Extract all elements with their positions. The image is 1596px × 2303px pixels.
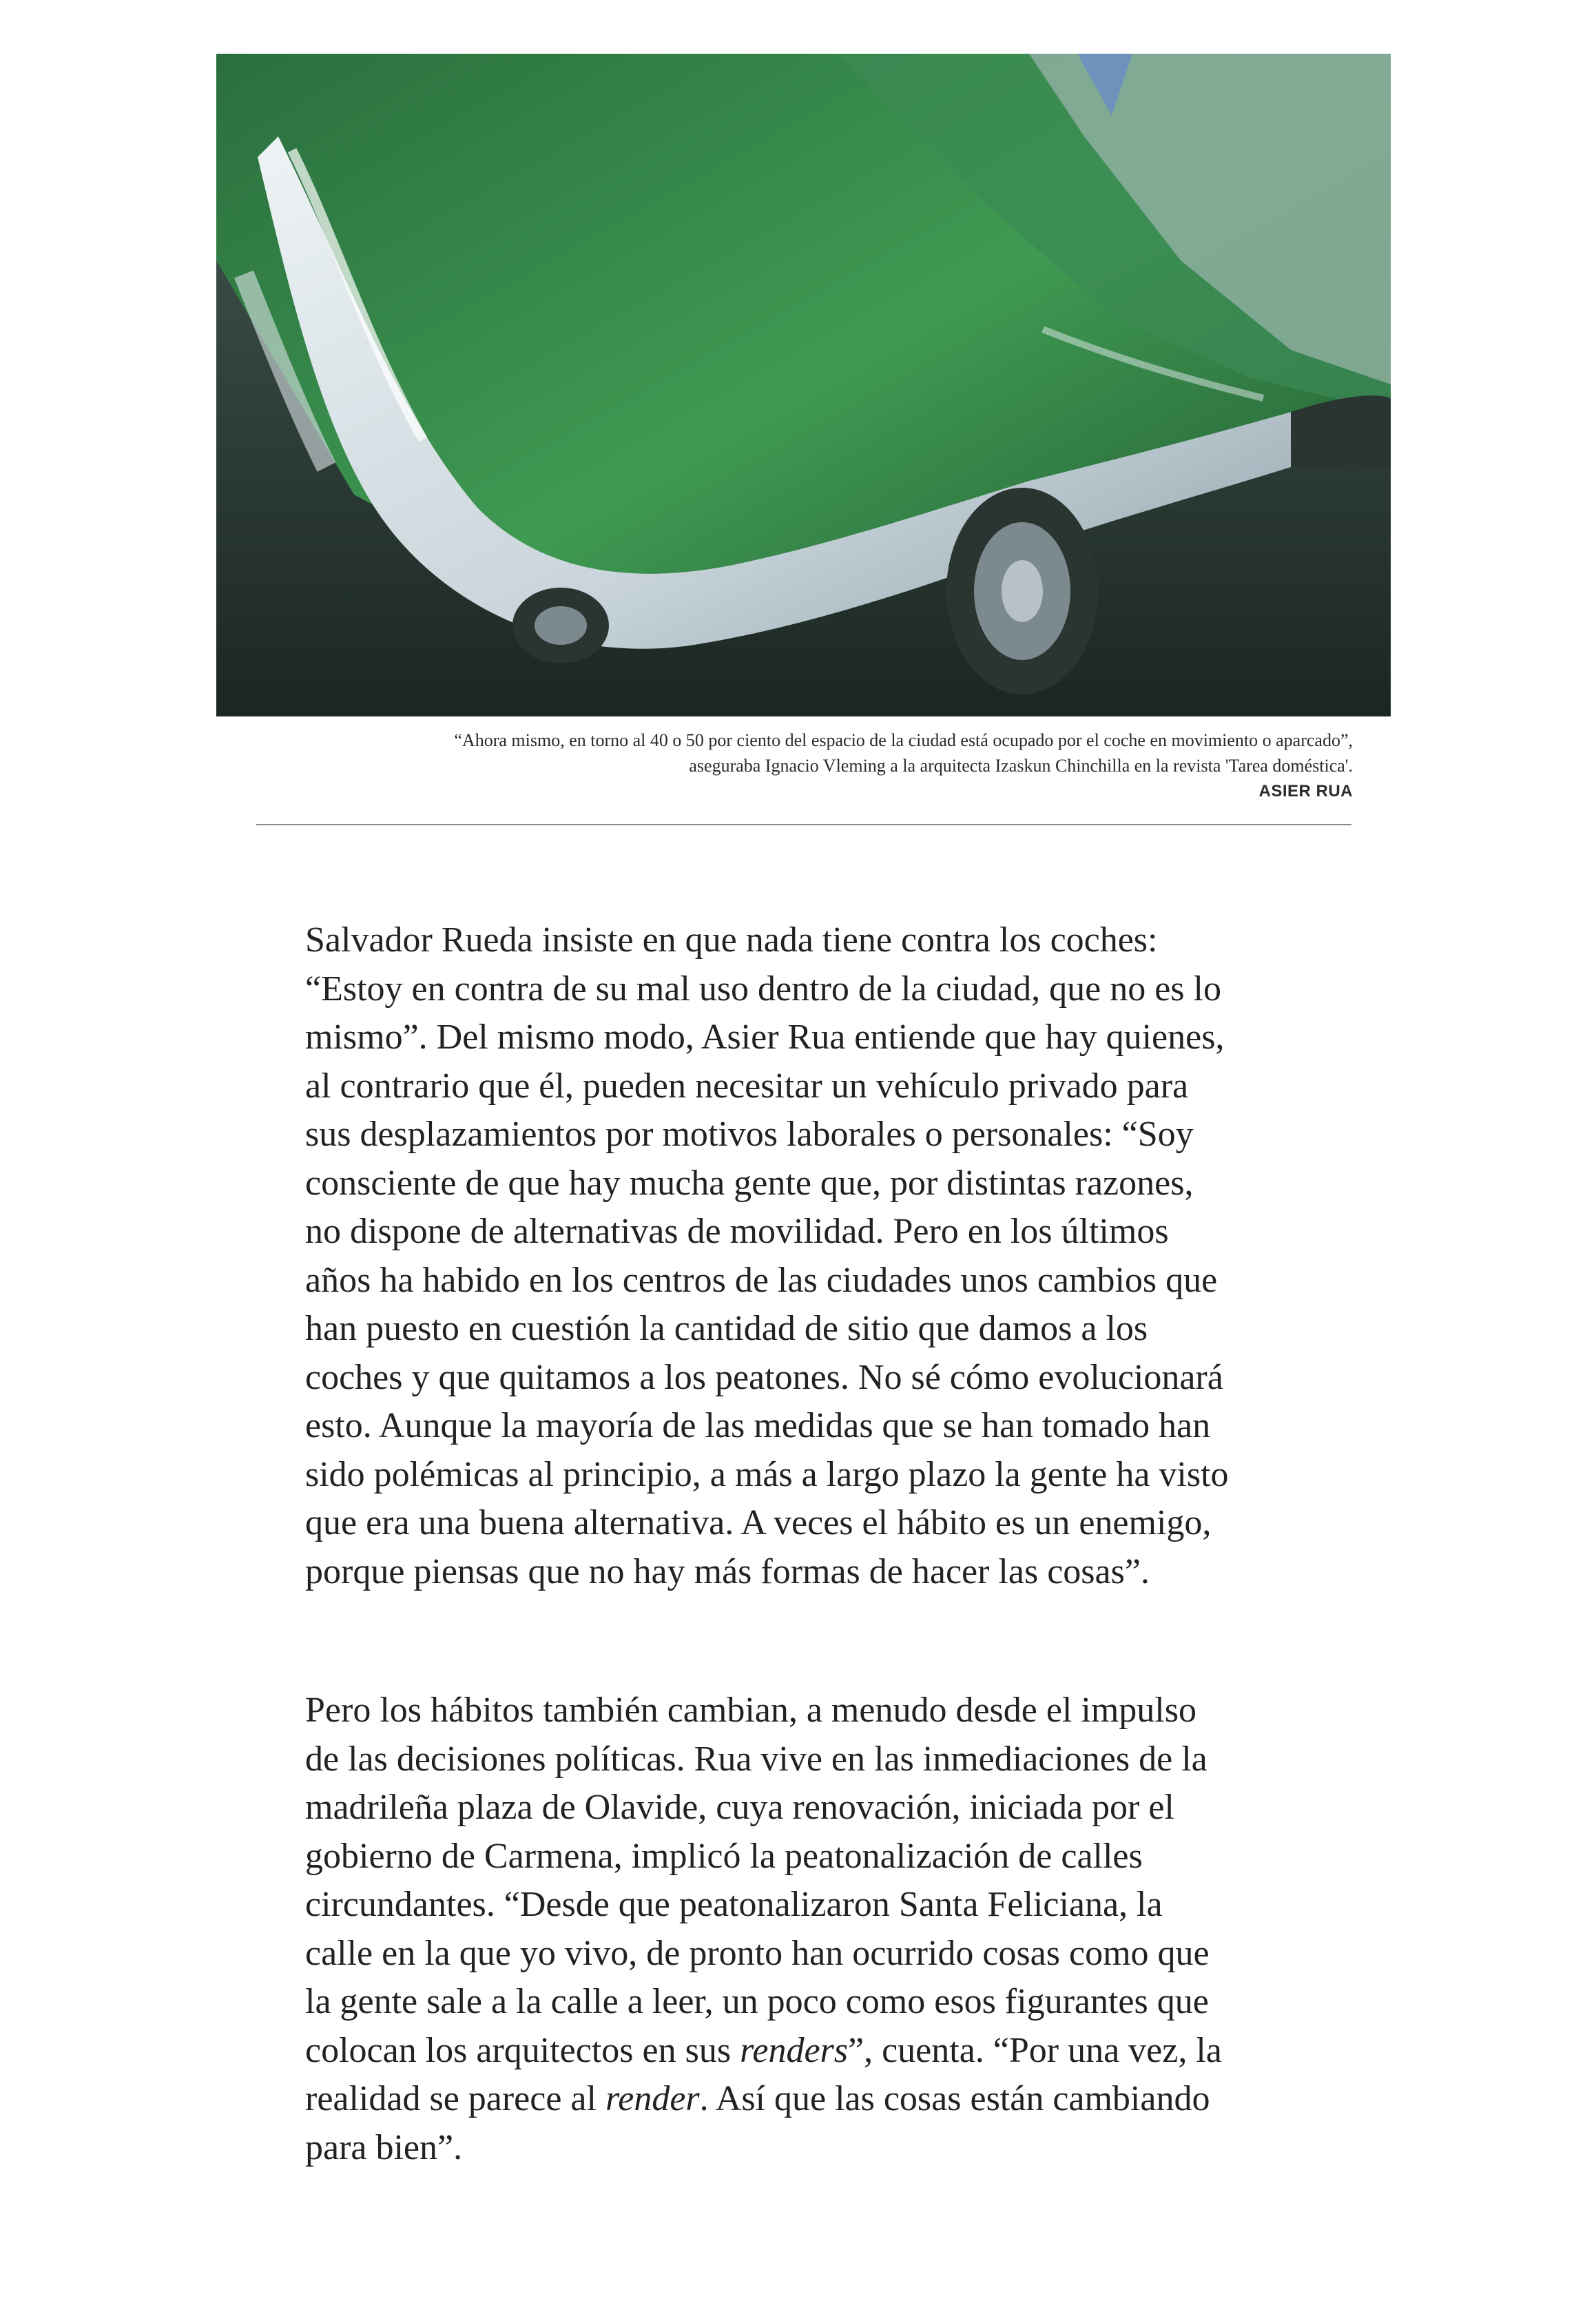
paragraph-line	[305, 2075, 1311, 2124]
paragraph-line: sus desplazamientos por motivos laborales o personales: “Soy	[305, 1115, 1194, 1154]
paragraph-line: Pero los hábitos también cambian, a menudo desde el impulso	[305, 1691, 1196, 1730]
caption-line-2: aseguraba Ignacio Vleming a la arquitecta Izaskun Chinchilla en la revista 'Tarea doméstica'.	[689, 756, 1353, 776]
paragraph-line: “Estoy en contra de su mal uso dentro de la ciudad, que no es lo	[305, 969, 1221, 1009]
paragraph-line: gobierno de Carmena, implicó la peatonalización de calles	[305, 1836, 1143, 1876]
paragraph-line: calle en la que yo vivo, de pronto han ocurrido cosas como que	[305, 1933, 1210, 1973]
line-text: realidad se parece al	[305, 2079, 605, 2118]
paragraph-line: para bien”.	[305, 2127, 463, 2167]
paragraph-line: de las decisiones políticas. Rua vive en las inmediaciones de la	[305, 1739, 1208, 1779]
paragraph-line: circundantes. “Desde que peatonalizaron Santa Feliciana, la	[305, 1885, 1163, 1924]
car-photo-icon	[216, 54, 1391, 716]
paragraph-line: coches y que quitamos a los peatones. No sé cómo evolucionará	[305, 1357, 1223, 1397]
article-paragraph-2	[305, 1686, 1311, 2172]
paragraph-line: sido polémicas al principio, a más a largo plazo la gente ha visto	[305, 1454, 1229, 1494]
line-text: colocan los arquitectos en sus	[305, 2030, 740, 2070]
photo-caption	[216, 727, 1353, 804]
line-text: ”, cuenta. “Por una vez, la	[848, 2030, 1222, 2070]
article-paragraph-1	[305, 916, 1311, 1596]
paragraph-line: han puesto en cuestión la cantidad de sitio que damos a los	[305, 1309, 1148, 1348]
paragraph-line: la gente sale a la calle a leer, un poco como esos figurantes que	[305, 1982, 1209, 2021]
paragraph-line: porque piensas que no hay más formas de hacer las cosas”.	[305, 1551, 1150, 1591]
italic-term: renders	[740, 2030, 849, 2070]
paragraph-line: madrileña plaza de Olavide, cuya renovación, iniciada por el	[305, 1788, 1174, 1827]
italic-term: render	[605, 2079, 700, 2118]
line-text: . Así que las cosas están cambiando	[699, 2079, 1210, 2118]
paragraph-line: esto. Aunque la mayoría de las medidas que se han tomado han	[305, 1406, 1211, 1445]
photo-credit: ASIER RUA	[1258, 782, 1353, 801]
article-photo	[216, 54, 1391, 716]
caption-line-1: “Ahora mismo, en torno al 40 o 50 por ciento del espacio de la ciudad está ocupado por el coche en movimiento o aparcado”,	[454, 730, 1353, 750]
paragraph-line: que era una buena alternativa. A veces el hábito es un enemigo,	[305, 1503, 1212, 1542]
paragraph-line: consciente de que hay mucha gente que, por distintas razones,	[305, 1163, 1194, 1203]
paragraph-line: mismo”. Del mismo modo, Asier Rua entiende que hay quienes,	[305, 1018, 1225, 1057]
paragraph-line: años ha habido en los centros de las ciudades unos cambios que	[305, 1260, 1218, 1300]
paragraph-line: Salvador Rueda insiste en que nada tiene contra los coches:	[305, 920, 1158, 960]
paragraph-line	[305, 2027, 1311, 2076]
caption-divider	[256, 824, 1351, 825]
paragraph-line: no dispone de alternativas de movilidad. Pero en los últimos	[305, 1212, 1169, 1251]
paragraph-line: al contrario que él, pueden necesitar un vehículo privado para	[305, 1066, 1189, 1106]
